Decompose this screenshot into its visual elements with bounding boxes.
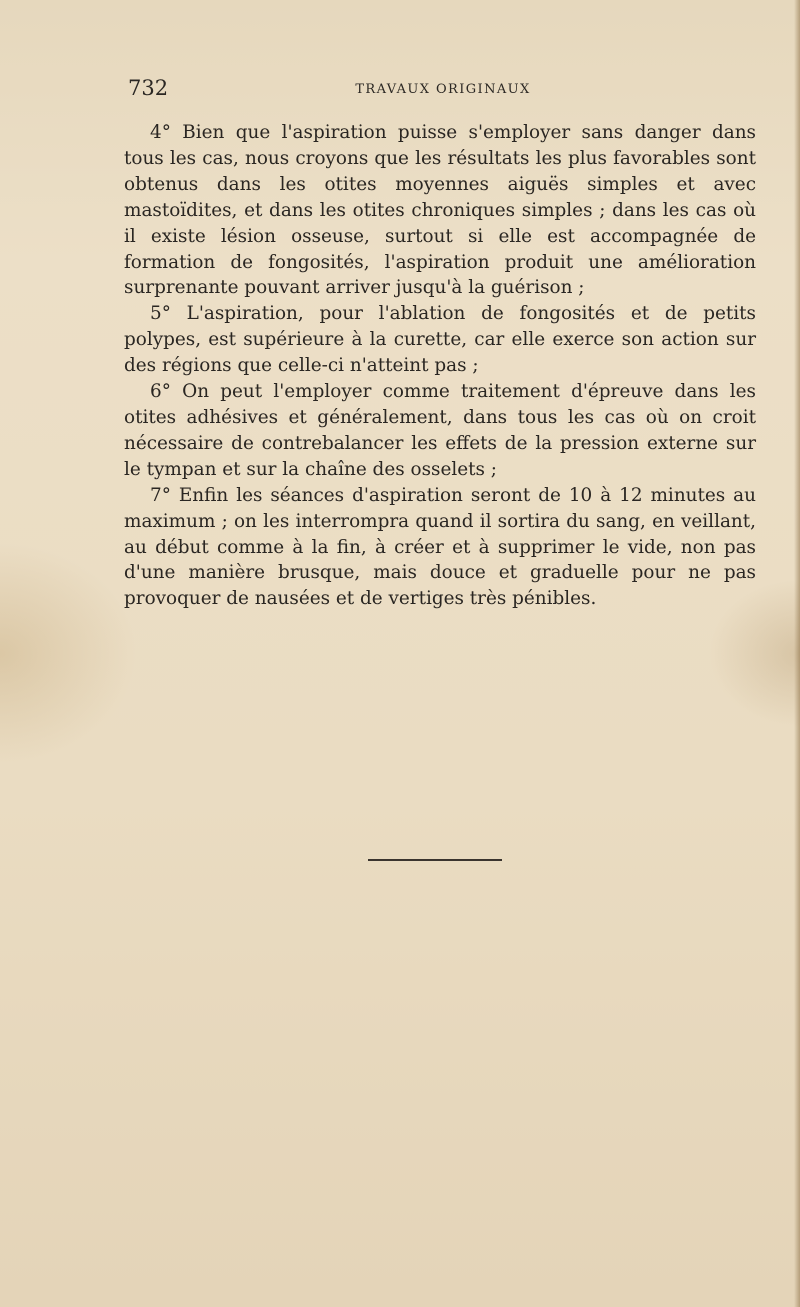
paragraph-7: 7° Enfin les séances d'aspiration seront de 10 à 12 minutes au maximum ; on les interrompra quand il sortira du sang, en veillant, au début comme à la fin, à créer et à supprimer le vide, non pas d'une manière brusque, mais douce et graduelle pour ne pas provoquer de nausées et de vertiges très pénibles. [124, 484, 756, 610]
body-text [124, 120, 756, 612]
running-head: TRAVAUX ORIGINAUX [355, 82, 531, 97]
section-end-rule [368, 859, 502, 861]
page-number: 732 [128, 76, 169, 100]
paragraph-4: 4° Bien que l'aspiration puisse s'employer sans danger dans tous les cas, nous croyons que les résultats les plus favorables sont obtenus dans les otites moyennes aiguës simples et avec mastoïdites, et dans les otites chroniques simples ; dans les cas où il existe lésion osseuse, surtout si elle est accompagnée de formation de fongosités, l'aspiration produit une amélioration surprenante pouvant arriver jusqu'à la guérison ; [124, 122, 756, 299]
page-edge-shadow [794, 0, 800, 1307]
page-header [128, 72, 758, 104]
paragraph-6: 6° On peut l'employer comme traitement d'épreuve dans les otites adhésives et généralement, dans tous les cas où on croit nécessaire de contrebalancer les effets de la pression externe sur le tympan et sur la chaîne des osselets ; [124, 381, 756, 480]
paragraph-5: 5° L'aspiration, pour l'ablation de fongosités et de petits polypes, est supérieure à la curette, car elle exerce son action sur des régions que celle-ci n'atteint pas ; [124, 303, 756, 377]
